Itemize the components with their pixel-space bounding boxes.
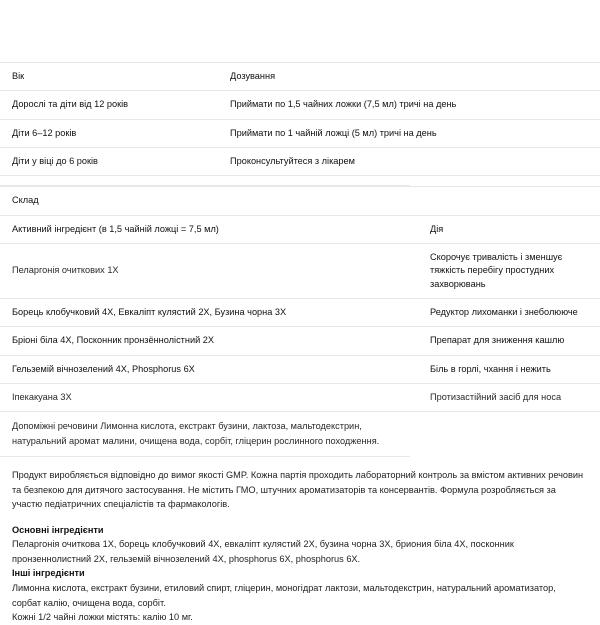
table-row — [0, 384, 600, 412]
dosage-age-children-6-12: Діти 6–12 років — [0, 119, 218, 147]
composition-section-row — [0, 187, 600, 215]
table-row — [0, 355, 600, 383]
dosage-value-adults: Приймати по 1,5 чайних ложки (7,5 мл) тричі на день — [218, 91, 600, 119]
table-header-row — [0, 215, 600, 243]
table-row — [0, 299, 600, 327]
table-header-row — [0, 63, 600, 91]
quality-paragraph: Продукт виробляється відповідно до вимог якості GMP. Кожна партія проходить лабораторний контроль за вмістом активних речовин та безпекою для дитячого застосування. Не містить ГМО, штучних ароматизаторів та консервантів. Формула розробляється за участю педіатричних спеціалістів та фармакологів. — [12, 470, 584, 510]
other-ingredients-label: Інші інгредієнти — [12, 568, 85, 579]
ingredient-aconitum-eucalyptus-sambucus: Борець клобучковий 4X, Евкаліпт кулястий 2X, Бузина чорна 3X — [0, 299, 418, 327]
action-pelargonium: Скорочує тривалість і зменшує тяжкість перебігу простудних захворювань — [418, 244, 600, 299]
composition-section-label: Склад — [0, 187, 418, 215]
composition-note-blank — [418, 412, 600, 456]
dosage-age-under-6: Діти у віці до 6 років — [0, 148, 218, 176]
dosage-header-age: Вік — [0, 63, 218, 91]
ingredient-pelargonium: Пеларгонія очиткових 1X — [0, 244, 418, 299]
action-gelsemium-phosphorus: Біль в горлі, чхання і нежить — [418, 355, 600, 383]
main-ingredients-label: Основні інгредієнти — [12, 524, 104, 535]
tables-gap — [0, 176, 600, 185]
main-ingredients-text: Пеларгонія очиткова 1X, борець клобучковий 4X, евкаліпт кулястий 2X, бузина чорна 3X, бриония біла 4X, посконник пронзеннолистний 2X, гельземій вічнозелений 4X, phosphorus 6X, phosphorus 6X. — [12, 539, 514, 564]
dosage-value-under-6: Проконсультуйтеся з лікарем — [218, 148, 600, 176]
serving-note: Кожні 1/2 чайні ложки містять: калію 10 мг. — [12, 612, 193, 623]
composition-section-blank — [418, 187, 600, 215]
ingredient-bryonia-eupatorium: Бріоні біла 4X, Посконник пронзённолістний 2X — [0, 327, 418, 355]
table-row — [0, 119, 600, 147]
action-ipecacuanha: Протизастійний засіб для носа — [418, 384, 600, 412]
dosage-age-adults: Дорослі та діти від 12 років — [0, 91, 218, 119]
product-description-block — [0, 457, 600, 624]
ingredient-ipecacuanha: Іпекакуана 3X — [0, 384, 418, 412]
composition-header-action: Дія — [418, 215, 600, 243]
other-ingredients-text: Лимонна кислота, екстракт бузини, етиловий спирт, гліцерин, моногідрат лактози, мальтодекстрин, натуральний ароматизатор, сорбат калію, очищена вода, сорбіт. — [12, 583, 556, 608]
top-spacer — [0, 0, 600, 62]
composition-header-ingredient: Активний інгредієнт (в 1,5 чайній ложці = 7,5 мл) — [0, 215, 418, 243]
dosage-value-children-6-12: Приймати по 1 чайній ложці (5 мл) тричі на день — [218, 119, 600, 147]
dosage-table — [0, 62, 600, 175]
table-row — [0, 91, 600, 119]
prose-gap-2 — [12, 512, 586, 523]
prose-gap-1 — [12, 457, 586, 468]
table-row — [0, 327, 600, 355]
action-bryonia-eupatorium: Препарат для зниження кашлю — [418, 327, 600, 355]
action-aconitum-eucalyptus-sambucus: Редуктор лихоманки і знеболююче — [418, 299, 600, 327]
table-row — [0, 244, 600, 299]
composition-excipients-note: Допоміжні речовини Лимонна кислота, екстракт бузини, лактоза, мальтодекстрин, натуральний аромат малини, очищена вода, сорбіт, гліцерин рослинного походження. — [0, 412, 418, 456]
ingredient-gelsemium-phosphorus: Гельземій вічнозелений 4X, Phosphorus 6X — [0, 355, 418, 383]
dosage-header-dosage: Дозування — [218, 63, 600, 91]
table-row — [0, 148, 600, 176]
composition-table — [0, 186, 600, 456]
composition-note-row — [0, 412, 600, 456]
